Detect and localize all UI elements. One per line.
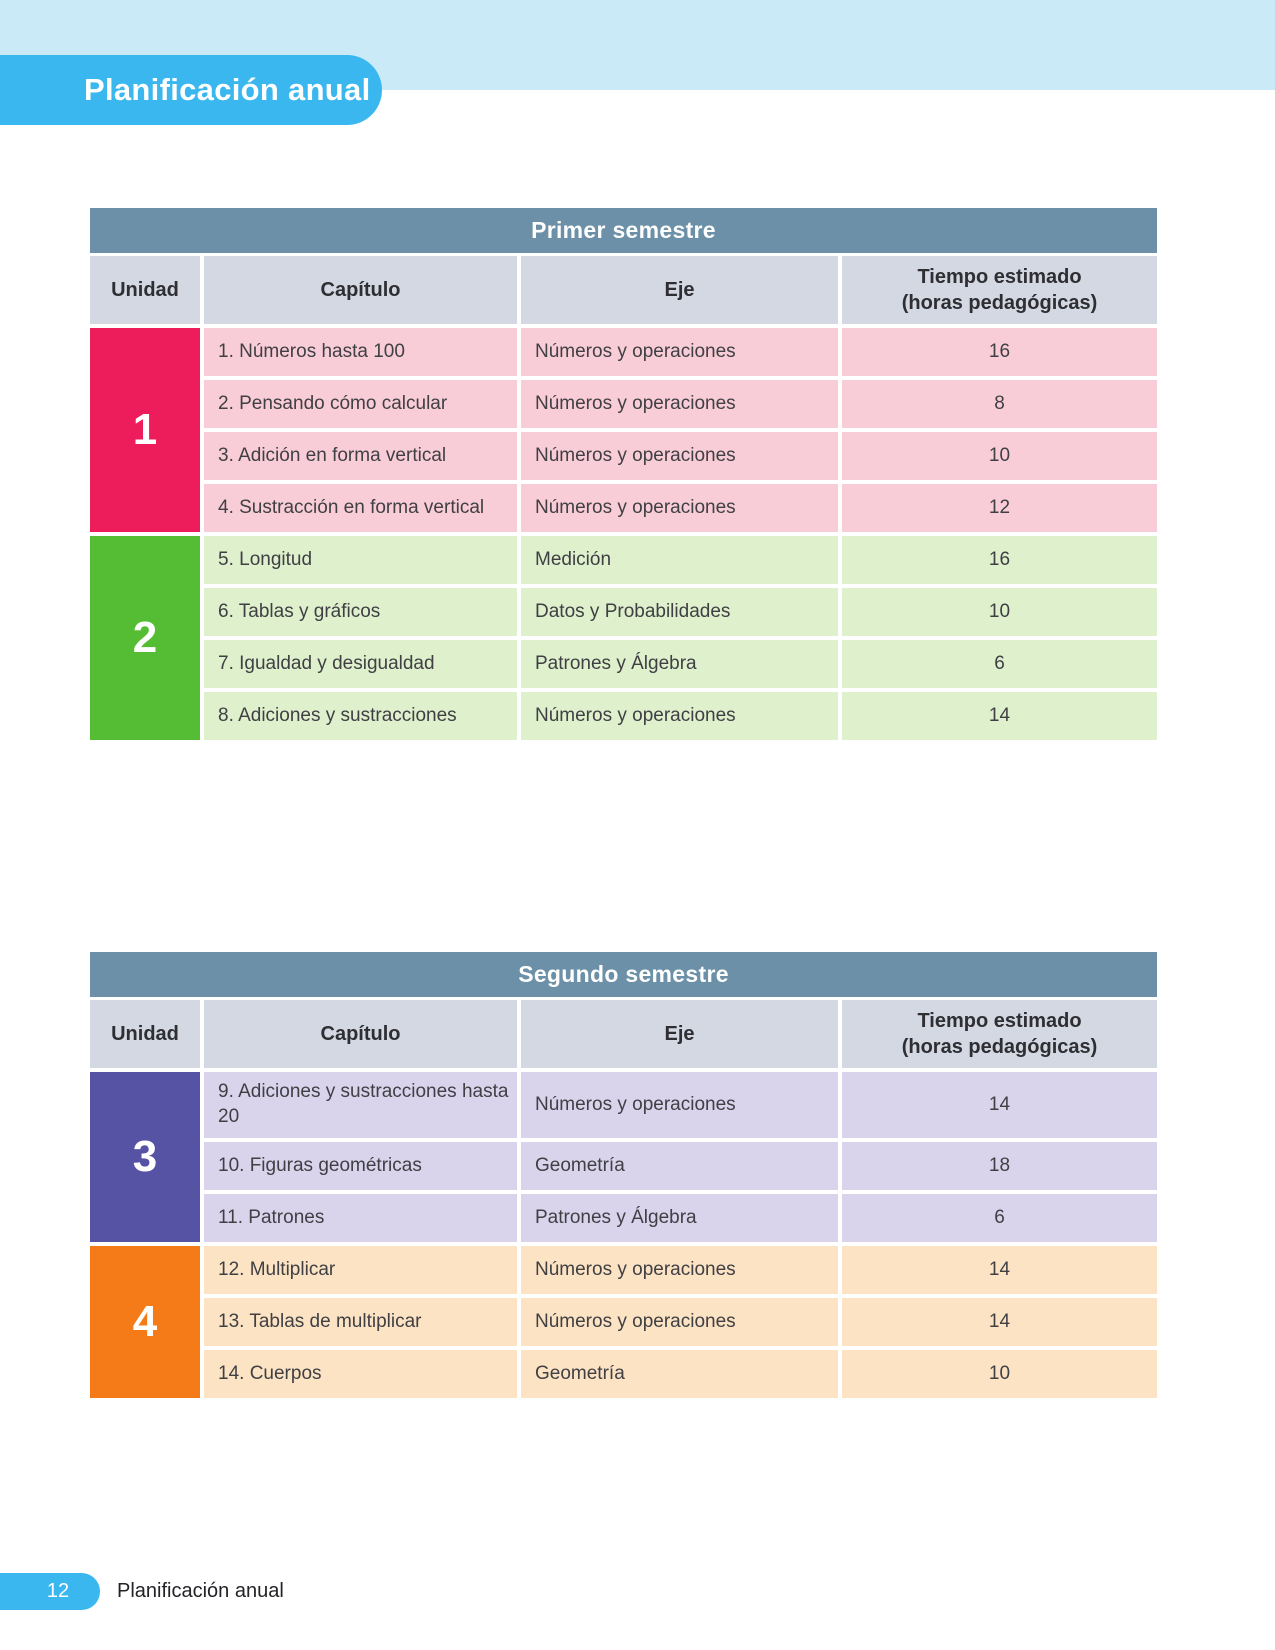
column-header-tiempo — [842, 256, 1157, 324]
semester-title-bar — [90, 208, 1157, 253]
unit-2-cell: 2 — [90, 536, 200, 740]
eje-cell: Números y operaciones — [521, 692, 838, 740]
column-header-eje: Eje — [521, 256, 838, 324]
segundo-semestre-table — [90, 952, 1157, 1398]
eje-cell: Números y operaciones — [521, 1246, 838, 1294]
chapter-cell: 4. Sustracción en forma vertical — [204, 484, 517, 532]
table-grid — [90, 256, 1157, 740]
column-header-tiempo — [842, 1000, 1157, 1068]
chapter-cell: 3. Adición en forma vertical — [204, 432, 517, 480]
hours-cell: 16 — [842, 328, 1157, 376]
tiempo-header-line1: Tiempo estimado — [917, 1009, 1082, 1032]
chapter-cell: 12. Multiplicar — [204, 1246, 517, 1294]
chapter-cell: 11. Patrones — [204, 1194, 517, 1242]
eje-cell: Medición — [521, 536, 838, 584]
column-header-eje: Eje — [521, 1000, 838, 1068]
primer-semestre-table — [90, 208, 1157, 740]
page-title: Planificación anual — [84, 72, 371, 107]
column-header-unidad: Unidad — [90, 1000, 200, 1068]
footer-page-number-pill — [0, 1573, 100, 1610]
table-grid — [90, 1000, 1157, 1398]
chapter-cell: 13. Tablas de multiplicar — [204, 1298, 517, 1346]
chapter-cell: 14. Cuerpos — [204, 1350, 517, 1398]
eje-cell: Números y operaciones — [521, 380, 838, 428]
chapter-cell: 9. Adiciones y sustracciones hasta 20 — [204, 1072, 517, 1138]
tiempo-header-line1: Tiempo estimado — [917, 265, 1082, 288]
eje-cell: Números y operaciones — [521, 484, 838, 532]
hours-cell: 10 — [842, 432, 1157, 480]
eje-cell: Patrones y Álgebra — [521, 640, 838, 688]
chapter-cell: 6. Tablas y gráficos — [204, 588, 517, 636]
page-title-pill — [0, 55, 382, 125]
column-header-capitulo: Capítulo — [204, 1000, 517, 1068]
eje-cell: Patrones y Álgebra — [521, 1194, 838, 1242]
hours-cell: 16 — [842, 536, 1157, 584]
eje-cell: Números y operaciones — [521, 1072, 838, 1138]
hours-cell: 10 — [842, 588, 1157, 636]
eje-cell: Números y operaciones — [521, 328, 838, 376]
eje-cell: Números y operaciones — [521, 1298, 838, 1346]
eje-cell: Geometría — [521, 1142, 838, 1190]
hours-cell: 12 — [842, 484, 1157, 532]
unit-1-cell: 1 — [90, 328, 200, 532]
eje-cell: Números y operaciones — [521, 432, 838, 480]
chapter-cell: 2. Pensando cómo calcular — [204, 380, 517, 428]
semester-title: Segundo semestre — [518, 961, 729, 987]
footer-title: Planificación anual — [117, 1580, 284, 1602]
semester-title: Primer semestre — [531, 217, 716, 243]
tiempo-header-line2: (horas pedagógicas) — [901, 292, 1098, 314]
hours-cell: 18 — [842, 1142, 1157, 1190]
eje-cell: Datos y Probabilidades — [521, 588, 838, 636]
hours-cell: 6 — [842, 1194, 1157, 1242]
hours-cell: 10 — [842, 1350, 1157, 1398]
hours-cell: 6 — [842, 640, 1157, 688]
hours-cell: 14 — [842, 1246, 1157, 1294]
chapter-cell: 7. Igualdad y desigualdad — [204, 640, 517, 688]
chapter-cell: 8. Adiciones y sustracciones — [204, 692, 517, 740]
hours-cell: 14 — [842, 1072, 1157, 1138]
chapter-cell: 1. Números hasta 100 — [204, 328, 517, 376]
tiempo-header-line2: (horas pedagógicas) — [901, 1036, 1098, 1058]
chapter-cell: 10. Figuras geométricas — [204, 1142, 517, 1190]
semester-title-bar — [90, 952, 1157, 997]
hours-cell: 14 — [842, 692, 1157, 740]
eje-cell: Geometría — [521, 1350, 838, 1398]
unit-4-cell: 4 — [90, 1246, 200, 1398]
footer-page-number: 12 — [46, 1580, 70, 1602]
chapter-cell: 5. Longitud — [204, 536, 517, 584]
column-header-capitulo: Capítulo — [204, 256, 517, 324]
hours-cell: 14 — [842, 1298, 1157, 1346]
column-header-unidad: Unidad — [90, 256, 200, 324]
hours-cell: 8 — [842, 380, 1157, 428]
unit-3-cell: 3 — [90, 1072, 200, 1242]
